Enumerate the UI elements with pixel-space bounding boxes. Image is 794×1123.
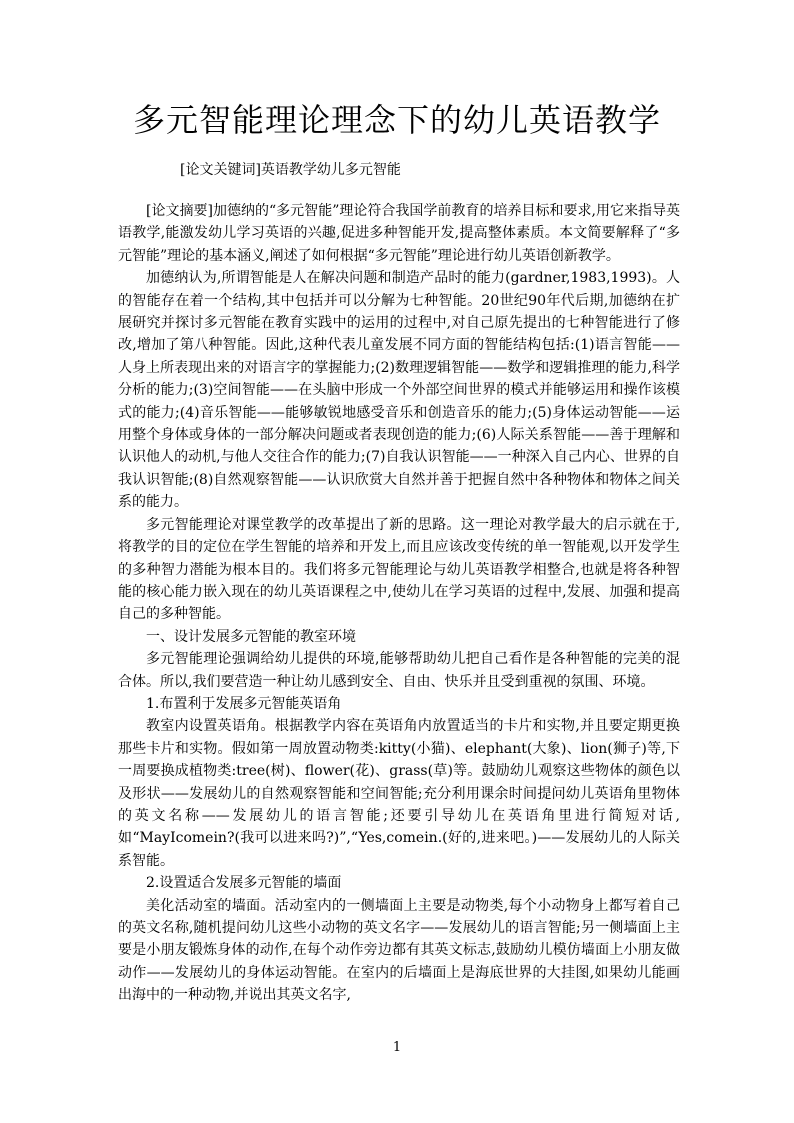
body-text <box>118 200 680 1007</box>
subsection-heading: 2.设置适合发展多元智能的墙面 <box>146 875 342 892</box>
subsection-heading: 1.布置利于发展多元智能英语角 <box>146 695 342 712</box>
section-heading: 一、设计发展多元智能的教室环境 <box>146 628 356 645</box>
body-paragraph: 教室内设置英语角。根据教学内容在英语角内放置适当的卡片和实物,并且要定期更换那些卡片和实物。假如第一周放置动物类:kitty(小猫)、elephant(大象)、lion(狮子)等,下一周要换成植物类:tree(树)、flower(花)、grass(草)等。鼓励幼儿观察这些物体的颜色以及形状——发展幼儿的自然观察智能和空间智能;充分利用课余时间提问幼儿英语角里物体的英文名称——发展幼儿的语言智能;还要引导幼儿在英语角里进行简短对话,如“MayIcomein?(我可以进来吗?)”,“Yes,comein.(好的,进来吧。)——发展幼儿的人际关系智能。 <box>118 718 680 869</box>
body-paragraph: 美化活动室的墙面。活动室内的一侧墙面上主要是动物类,每个小动物身上都写着自己的英文名称,随机提问幼儿这些小动物的英文名字——发展幼儿的语言智能;另一侧墙面上主要是小朋友锻炼身体的动作,在每个动作旁边都有其英文标志,鼓励幼儿模仿墙面上小朋友做动作——发展幼儿的身体运动智能。在室内的后墙面上是海底世界的大挂图,如果幼儿能画出海中的一种动物,并说出其英文名字, <box>118 897 680 1004</box>
body-paragraph: 加德纳认为,所谓智能是人在解决问题和制造产品时的能力(gardner,1983,1993)。人的智能存在着一个结构,其中包括并可以分解为七种智能。20世纪90年代后期,加德纳在扩展研究并探讨多元智能在教育实践中的运用的过程中,对自己原先提出的七种智能进行了修改,增加了第八种智能。因此,这种代表儿童发展不同方面的智能结构包括:(1)语言智能——人身上所表现出来的对语言字的掌握能力;(2)数理逻辑智能——数学和逻辑推理的能力,科学分析的能力;(3)空间智能——在头脑中形成一个外部空间世界的模式并能够运用和操作该模式的能力;(4)音乐智能——能够敏锐地感受音乐和创造音乐的能力;(5)身体运动智能——运用整个身体或身体的一部分解决问题或者表现创造的能力;(6)人际关系智能——善于理解和认识他人的动机,与他人交往合作的能力;(7)自我认识智能——一种深入自己内心、世界的自我认识智能;(8)自然观察智能——认识欣赏大自然并善于把握自然中各种物体和物体之间关系的能力。 <box>118 270 680 511</box>
abstract-paragraph: [论文摘要]加德纳的“多元智能”理论符合我国学前教育的培养目标和要求,用它来指导英语教学,能激发幼儿学习英语的兴趣,促进多种智能开发,提高整体素质。本文简要解释了“多元智能”理论的基本涵义,阐述了如何根据“多元智能”理论进行幼儿英语创新教学。 <box>118 203 680 264</box>
keywords-line: [论文关键词]英语教学幼儿多元智能 <box>180 162 401 178</box>
page-number: 1 <box>392 1040 402 1055</box>
page-title: 多元智能理论理念下的幼儿英语教学 <box>132 101 661 139</box>
body-paragraph: 多元智能理论强调给幼儿提供的环境,能够帮助幼儿把自己看作是各种智能的完美的混合体。所以,我们要营造一种让幼儿感到安全、自由、快乐并且受到重视的氛围、环境。 <box>118 651 680 690</box>
body-paragraph: 多元智能理论对课堂教学的改革提出了新的思路。这一理论对教学最大的启示就在于,将教学的目的定位在学生智能的培养和开发上,而且应该改变传统的单一智能观,以开发学生的多种智力潜能为根本目的。我们将多元智能理论与幼儿英语教学相整合,也就是将各种智能的核心能力嵌入现在的幼儿英语课程之中,使幼儿在学习英语的过程中,发展、加强和提高自己的多种智能。 <box>118 516 680 623</box>
